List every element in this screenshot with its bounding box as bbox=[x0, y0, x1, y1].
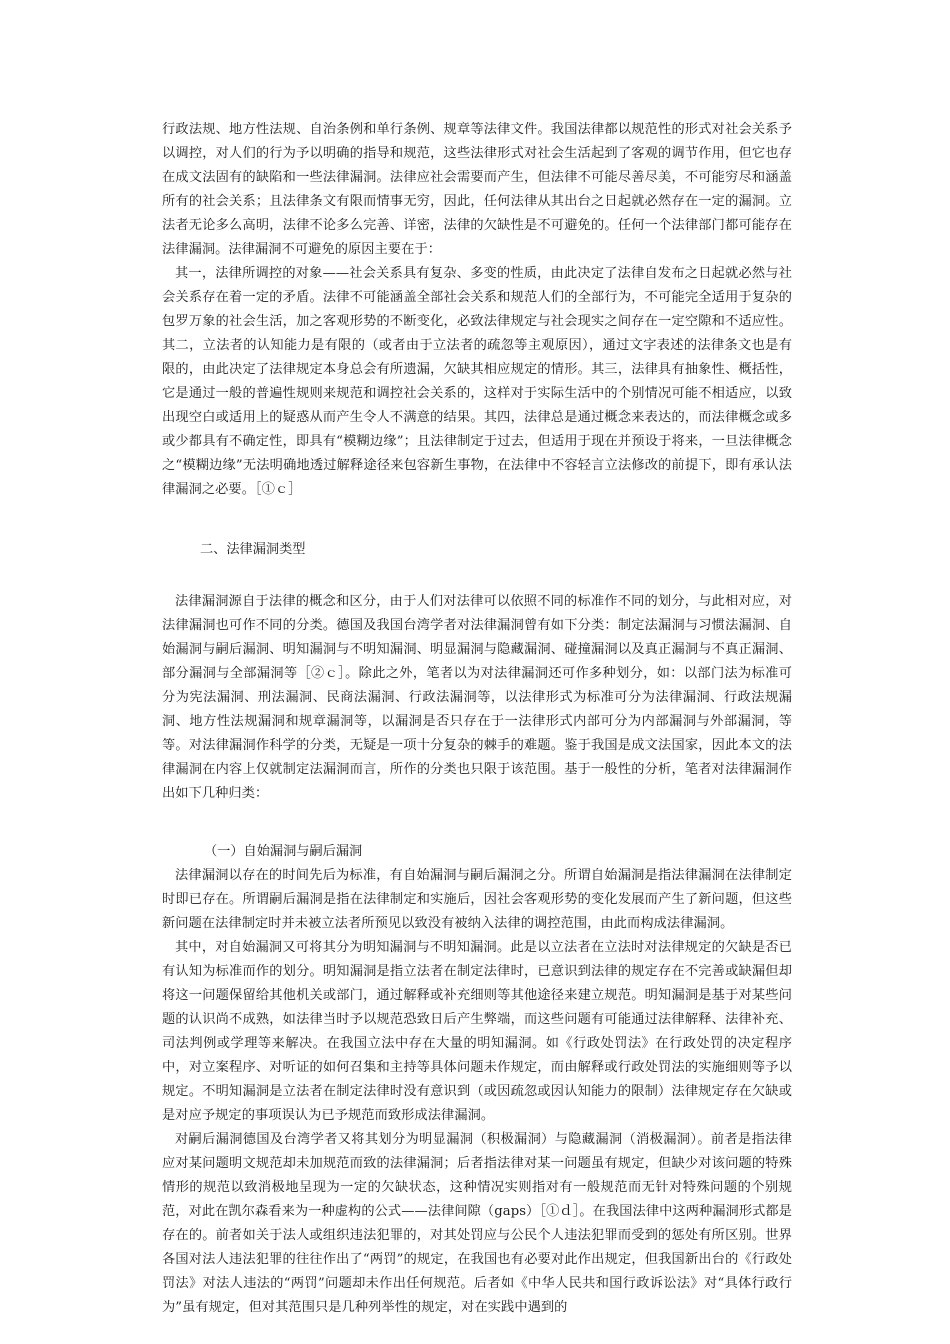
document-page bbox=[162, 118, 792, 1320]
paragraph-initial-subsequent-def: 法律漏洞以存在的时间先后为标准，有自始漏洞与嗣后漏洞之分。所谓自始漏洞是指法律漏洞在法律制定时即已存在。所谓嗣后漏洞是指在法律制定和实施后，因社会客观形势的变化发展而产生了新问题，但这些新问题在法律制定时并未被立法者所预见以致没有被纳入法律的调控范围，由此而构成法律漏洞。 bbox=[162, 868, 792, 931]
paragraph-intro: 行政法规、地方性法规、自治条例和单行条例、规章等法律文件。我国法律都以规范性的形式对社会关系予以调控，对人们的行为予以明确的指导和规范，这些法律形式对社会生活起到了客观的调节作用，但它也存在成文法固有的缺陷和一些法律漏洞。法律应社会需要而产生，但法律不可能尽善尽美，不可能穷尽和涵盖所有的社会关系；且法律条文有限而情事无穷，因此，任何法律从其出台之日起就必然存在一定的漏洞。立法者无论多么高明，法律不论多么完善、详密，法律的欠缺性是不可避免的。任何一个法律部门都可能存在法律漏洞。法律漏洞不可避免的原因主要在于： bbox=[162, 122, 792, 257]
paragraph-reasons: 其一，法律所调控的对象——社会关系具有复杂、多变的性质，由此决定了法律自发布之日起就必然与社会关系存在着一定的矛盾。法律不可能涵盖全部社会关系和规范人们的全部行为，不可能完全适用于复杂的包罗万象的社会生活，加之客观形势的不断变化，必致法律规定与社会现实之间存在一定空隙和不适应性。其二，立法者的认知能力是有限的（或者由于立法者的疏忽等主观原因），通过文字表述的法律条文也是有限的，由此决定了法律规定本身总会有所遗漏，欠缺其相应规定的情形。其三，法律具有抽象性、概括性，它是通过一般的普遍性规则来规范和调控社会关系的，这样对于实际生活中的个别情况可能不相适应，以致出现空白或适用上的疑惑从而产生令人不满意的结果。其四，法律总是通过概念来表达的，而法律概念或多或少都具有不确定性，即具有“模糊边缘”；且法律制定于过去，但适用于现在并预设于将来，一旦法律概念之“模糊边缘”无法明确地透过解释途径来包容新生事物，在法律中不容轻言立法修改的前提下，即有承认法律漏洞之必要。［①ｃ］ bbox=[162, 266, 792, 497]
paragraph-known-unknown: 其中，对自始漏洞又可将其分为明知漏洞与不明知漏洞。此是以立法者在立法时对法律规定的欠缺是否已有认知为标准而作的划分。明知漏洞是指立法者在制定法律时，已意识到法律的规定存在不完善或缺漏但却将这一问题保留给其他机关或部门，通过解释或补充细则等其他途径来建立规范。明知漏洞是基于对某些问题的认识尚不成熟，如法律当时予以规范恐致日后产生弊端，而这些问题有可能通过法律解释、法律补充、司法判例或学理等来解决。在我国立法中存在大量的明知漏洞。如《行政处罚法》在行政处罚的决定程序中，对立案程序、对听证的如何召集和主持等具体问题未作规定，而由解释或行政处罚法的实施细则等予以规定。不明知漏洞是立法者在制定法律时没有意识到（或因疏忽或因认知能力的限制）法律规定存在欠缺或是对应予规定的事项误认为已予规范而致形成法律漏洞。 bbox=[162, 940, 792, 1123]
section-heading-loophole-types: 二、法律漏洞类型 bbox=[200, 542, 306, 557]
paragraph-explicit-hidden: 对嗣后漏洞德国及台湾学者又将其划分为明显漏洞（积极漏洞）与隐藏漏洞（消极漏洞）。前者是指法律应对某问题明文规范却未加规范而致的法律漏洞；后者指法律对某一问题虽有规定，但缺少对该问题的特殊情形的规范以致消极地呈现为一定的欠缺状态，这种情况实则指对有一般规范而无针对特殊问题的个别规范，对此在凯尔森看来为一种虚构的公式——法律间隙（gaps）［①ｄ］。在我国法律中这两种漏洞形式都是存在的。前者如关于法人或组织违法犯罪的，对其处罚应与公民个人违法犯罪而受到的惩处有所区别。世界各国对法人违法犯罪的往往作出了“两罚”的规定，在我国也有必要对此作出规定，但我国新出台的《行政处罚法》对法人违法的“两罚”问题却未作出任何规范。后者如《中华人民共和国行政诉讼法》对“具体行政行为”虽有规定，但对其范围只是几种列举性的规定，对在实践中遇到的 bbox=[162, 1132, 792, 1315]
subsection-heading-initial-subsequent: （一）自始漏洞与嗣后漏洞 bbox=[204, 844, 363, 859]
paragraph-classification: 法律漏洞源自于法律的概念和区分，由于人们对法律可以依照不同的标准作不同的划分，与此相对应，对法律漏洞也可作不同的分类。德国及我国台湾学者对法律漏洞曾有如下分类：制定法漏洞与习惯法漏洞、自始漏洞与嗣后漏洞、明知漏洞与不明知漏洞、明显漏洞与隐藏漏洞、碰撞漏洞以及真正漏洞与不真正漏洞、部分漏洞与全部漏洞等［②ｃ］。除此之外，笔者以为对法律漏洞还可作多种划分，如：以部门法为标准可分为宪法漏洞、刑法漏洞、民商法漏洞、行政法漏洞等，以法律形式为标准可分为法律漏洞、行政法规漏洞、地方性法规漏洞和规章漏洞等，以漏洞是否只存在于一法律形式内部可分为内部漏洞与外部漏洞，等等。对法律漏洞作科学的分类，无疑是一项十分复杂的棘手的难题。鉴于我国是成文法国家，因此本文的法律漏洞在内容上仅就制定法漏洞而言，所作的分类也只限于该范围。基于一般性的分析，笔者对法律漏洞作出如下几种归类： bbox=[162, 594, 792, 801]
